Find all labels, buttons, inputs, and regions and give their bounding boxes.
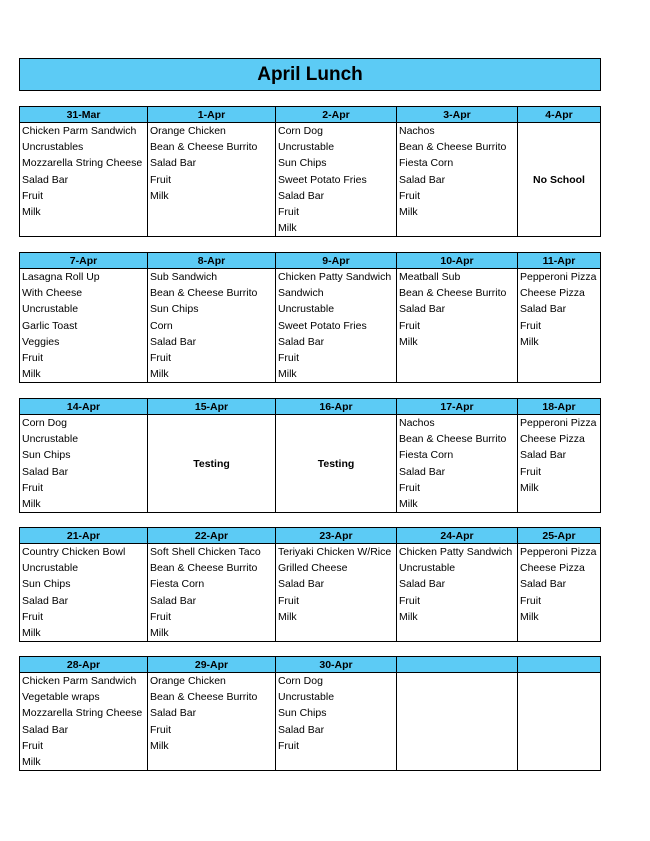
day-menu-cell bbox=[276, 123, 397, 237]
menu-item: Mozzarella String Cheese bbox=[22, 157, 143, 170]
menu-item: Pepperoni Pizza bbox=[520, 417, 597, 429]
menu-item: Milk bbox=[278, 610, 297, 623]
day-date-header: 22-Apr bbox=[148, 528, 276, 544]
menu-item: Chicken Parm Sandwich bbox=[22, 125, 137, 137]
week-header-row bbox=[20, 528, 601, 544]
menu-item: Uncrustable bbox=[278, 691, 335, 704]
menu-item: Fruit bbox=[22, 351, 43, 364]
week-menu-row bbox=[20, 415, 601, 513]
menu-item: Bean & Cheese Burrito bbox=[150, 287, 258, 300]
menu-item: Nachos bbox=[399, 417, 435, 429]
week-table-2 bbox=[19, 252, 601, 383]
day-date-header: 30-Apr bbox=[276, 657, 397, 673]
menu-item: Fruit bbox=[150, 610, 171, 623]
menu-item: Mozzarella String Cheese bbox=[22, 707, 143, 720]
week-menu-row bbox=[20, 544, 601, 642]
week-menu-row bbox=[20, 269, 601, 383]
day-date-header: 2-Apr bbox=[276, 107, 397, 123]
menu-item: Milk bbox=[278, 222, 297, 235]
week-table-1 bbox=[19, 106, 601, 237]
menu-item: Salad Bar bbox=[22, 723, 69, 736]
menu-item: Teriyaki Chicken W/Rice bbox=[278, 546, 392, 558]
day-menu-cell bbox=[397, 544, 518, 642]
day-menu-cell bbox=[148, 673, 276, 771]
day-date-header: 9-Apr bbox=[276, 253, 397, 269]
menu-item: Fruit bbox=[278, 594, 299, 607]
day-menu-cell bbox=[148, 269, 276, 383]
menu-item: Milk bbox=[22, 626, 41, 639]
menu-item: Milk bbox=[150, 626, 169, 639]
menu-item: Fruit bbox=[278, 351, 299, 364]
menu-item: Milk bbox=[399, 497, 418, 510]
menu-item: Uncrustable bbox=[22, 562, 79, 575]
day-date-header: 15-Apr bbox=[148, 399, 276, 415]
menu-item: Corn Dog bbox=[22, 417, 67, 429]
menu-item: Orange Chicken bbox=[150, 675, 226, 687]
day-date-header: 25-Apr bbox=[518, 528, 601, 544]
menu-item: Corn bbox=[150, 319, 173, 332]
day-menu-cell bbox=[397, 123, 518, 237]
menu-item: Sun Chips bbox=[22, 449, 71, 462]
day-menu-cell bbox=[148, 123, 276, 237]
week-menu-row bbox=[20, 123, 601, 237]
day-date-header: 23-Apr bbox=[276, 528, 397, 544]
menu-item: Milk bbox=[399, 610, 418, 623]
day-date-header bbox=[518, 657, 601, 673]
menu-item: Fruit bbox=[150, 723, 171, 736]
menu-item: Corn Dog bbox=[278, 675, 323, 687]
menu-item: Orange Chicken bbox=[150, 125, 226, 137]
menu-item: Sweet Potato Fries bbox=[278, 173, 367, 186]
menu-item: Sandwich bbox=[278, 287, 324, 300]
menu-item: Bean & Cheese Burrito bbox=[150, 562, 258, 575]
day-date-header: 7-Apr bbox=[20, 253, 148, 269]
day-menu-cell bbox=[397, 673, 518, 771]
menu-item: Bean & Cheese Burrito bbox=[150, 691, 258, 704]
menu-item: Fruit bbox=[278, 739, 299, 752]
day-date-header: 11-Apr bbox=[518, 253, 601, 269]
week-table-4 bbox=[19, 527, 601, 642]
menu-item: Fruit bbox=[399, 481, 420, 494]
menu-item: Vegetable wraps bbox=[22, 691, 100, 704]
day-date-header: 1-Apr bbox=[148, 107, 276, 123]
menu-item: Salad Bar bbox=[520, 578, 567, 591]
menu-item: Milk bbox=[150, 368, 169, 381]
menu-item: Country Chicken Bowl bbox=[22, 546, 126, 558]
week-table-3 bbox=[19, 398, 601, 513]
menu-item: Chicken Patty Sandwich bbox=[399, 546, 513, 558]
menu-item: Sun Chips bbox=[278, 707, 327, 720]
day-date-header: 3-Apr bbox=[397, 107, 518, 123]
menu-item: Salad Bar bbox=[399, 173, 446, 186]
menu-item: Bean & Cheese Burrito bbox=[150, 141, 258, 154]
day-menu-cell bbox=[518, 123, 601, 237]
day-menu-cell bbox=[397, 269, 518, 383]
menu-item: Salad Bar bbox=[278, 335, 325, 348]
menu-item: Salad Bar bbox=[22, 465, 69, 478]
day-date-header: 21-Apr bbox=[20, 528, 148, 544]
menu-item: Milk bbox=[22, 755, 41, 768]
menu-item: Salad Bar bbox=[150, 707, 197, 720]
menu-item: Milk bbox=[22, 368, 41, 381]
menu-item: Fruit bbox=[278, 205, 299, 218]
menu-item: Fiesta Corn bbox=[150, 578, 205, 591]
menu-item: Fruit bbox=[150, 351, 171, 364]
menu-item: Sun Chips bbox=[22, 578, 71, 591]
day-menu-cell bbox=[518, 269, 601, 383]
menu-item: Milk bbox=[399, 205, 418, 218]
menu-item: Salad Bar bbox=[399, 465, 446, 478]
menu-item: Cheese Pizza bbox=[520, 562, 585, 575]
week-menu-row bbox=[20, 673, 601, 771]
menu-item: Milk bbox=[399, 335, 418, 348]
menu-item: Milk bbox=[22, 497, 41, 510]
menu-item: Cheese Pizza bbox=[520, 433, 585, 446]
menu-item: Corn Dog bbox=[278, 125, 323, 137]
menu-item: Milk bbox=[520, 481, 539, 494]
day-date-header: 24-Apr bbox=[397, 528, 518, 544]
menu-item: Bean & Cheese Burrito bbox=[399, 287, 507, 300]
week-header-row bbox=[20, 399, 601, 415]
week-header-row bbox=[20, 107, 601, 123]
menu-item: Uncrustable bbox=[399, 562, 456, 575]
menu-item: Uncrustable bbox=[22, 303, 79, 316]
menu-item: Pepperoni Pizza bbox=[520, 271, 597, 283]
day-date-header: 10-Apr bbox=[397, 253, 518, 269]
day-menu-cell bbox=[276, 544, 397, 642]
menu-item: Veggies bbox=[22, 335, 60, 348]
menu-item: Garlic Toast bbox=[22, 319, 78, 332]
menu-item: Salad Bar bbox=[520, 303, 567, 316]
menu-item: Fruit bbox=[150, 173, 171, 186]
day-menu-cell bbox=[276, 269, 397, 383]
menu-item: Fruit bbox=[22, 610, 43, 623]
menu-item: Sun Chips bbox=[150, 303, 199, 316]
week-header-row bbox=[20, 253, 601, 269]
menu-item: Uncrustable bbox=[278, 303, 335, 316]
menu-item: Salad Bar bbox=[278, 723, 325, 736]
menu-item: Milk bbox=[520, 610, 539, 623]
menu-item: Fruit bbox=[399, 594, 420, 607]
day-date-header: 17-Apr bbox=[397, 399, 518, 415]
menu-item: Fiesta Corn bbox=[399, 449, 454, 462]
menu-item: Salad Bar bbox=[520, 449, 567, 462]
menu-item: Milk bbox=[22, 205, 41, 218]
menu-item: Fruit bbox=[520, 319, 541, 332]
menu-item: Salad Bar bbox=[150, 335, 197, 348]
menu-item: Uncrustable bbox=[278, 141, 335, 154]
menu-item: Bean & Cheese Burrito bbox=[399, 141, 507, 154]
menu-item: Milk bbox=[520, 335, 539, 348]
menu-item: Pepperoni Pizza bbox=[520, 546, 597, 558]
menu-item: Sun Chips bbox=[278, 157, 327, 170]
day-menu-cell bbox=[148, 544, 276, 642]
menu-item: Fruit bbox=[520, 594, 541, 607]
day-date-header: 8-Apr bbox=[148, 253, 276, 269]
menu-item: Milk bbox=[278, 368, 297, 381]
menu-item: Fruit bbox=[22, 739, 43, 752]
menu-item: Fruit bbox=[399, 189, 420, 202]
menu-item: Milk bbox=[150, 739, 169, 752]
day-note: Testing bbox=[317, 457, 355, 470]
menu-item: Bean & Cheese Burrito bbox=[399, 433, 507, 446]
day-menu-cell bbox=[148, 415, 276, 513]
menu-item: Cheese Pizza bbox=[520, 287, 585, 300]
day-date-header: 4-Apr bbox=[518, 107, 601, 123]
menu-item: Fiesta Corn bbox=[399, 157, 454, 170]
day-menu-cell bbox=[20, 415, 148, 513]
menu-item: Sub Sandwich bbox=[150, 271, 218, 283]
menu-item: Salad Bar bbox=[278, 189, 325, 202]
menu-item: Lasagna Roll Up bbox=[22, 271, 100, 283]
day-menu-cell bbox=[397, 415, 518, 513]
menu-item: Salad Bar bbox=[399, 578, 446, 591]
menu-item: Uncrustable bbox=[22, 433, 79, 446]
day-date-header: 29-Apr bbox=[148, 657, 276, 673]
week-table-5 bbox=[19, 656, 601, 771]
day-date-header: 28-Apr bbox=[20, 657, 148, 673]
day-note: Testing bbox=[193, 457, 230, 470]
menu-item: With Cheese bbox=[22, 287, 83, 300]
menu-item: Nachos bbox=[399, 125, 435, 137]
menu-item: Grilled Cheese bbox=[278, 562, 348, 575]
menu-item: Chicken Patty Sandwich bbox=[278, 271, 392, 283]
day-menu-cell bbox=[518, 673, 601, 771]
day-date-header: 16-Apr bbox=[276, 399, 397, 415]
menu-item: Fruit bbox=[399, 319, 420, 332]
page-title: April Lunch bbox=[19, 58, 601, 91]
day-date-header bbox=[397, 657, 518, 673]
menu-item: Salad Bar bbox=[22, 594, 69, 607]
menu-item: Fruit bbox=[22, 481, 43, 494]
menu-item: Uncrustables bbox=[22, 141, 84, 154]
day-menu-cell bbox=[20, 123, 148, 237]
menu-item: Sweet Potato Fries bbox=[278, 319, 367, 332]
day-menu-cell bbox=[518, 544, 601, 642]
day-note: No School bbox=[533, 173, 585, 186]
day-date-header: 31-Mar bbox=[20, 107, 148, 123]
menu-item: Chicken Parm Sandwich bbox=[22, 675, 137, 687]
menu-item: Fruit bbox=[520, 465, 541, 478]
menu-item: Salad Bar bbox=[150, 157, 197, 170]
day-menu-cell bbox=[276, 673, 397, 771]
menu-item: Salad Bar bbox=[399, 303, 446, 316]
menu-item: Salad Bar bbox=[278, 578, 325, 591]
day-menu-cell bbox=[20, 673, 148, 771]
day-menu-cell bbox=[20, 544, 148, 642]
menu-item: Salad Bar bbox=[22, 173, 69, 186]
day-menu-cell bbox=[20, 269, 148, 383]
menu-item: Soft Shell Chicken Taco bbox=[150, 546, 261, 558]
day-date-header: 14-Apr bbox=[20, 399, 148, 415]
day-menu-cell bbox=[276, 415, 397, 513]
menu-item: Milk bbox=[150, 189, 169, 202]
menu-item: Meatball Sub bbox=[399, 271, 461, 283]
week-header-row bbox=[20, 657, 601, 673]
menu-item: Salad Bar bbox=[150, 594, 197, 607]
day-date-header: 18-Apr bbox=[518, 399, 601, 415]
menu-item: Fruit bbox=[22, 189, 43, 202]
day-menu-cell bbox=[518, 415, 601, 513]
